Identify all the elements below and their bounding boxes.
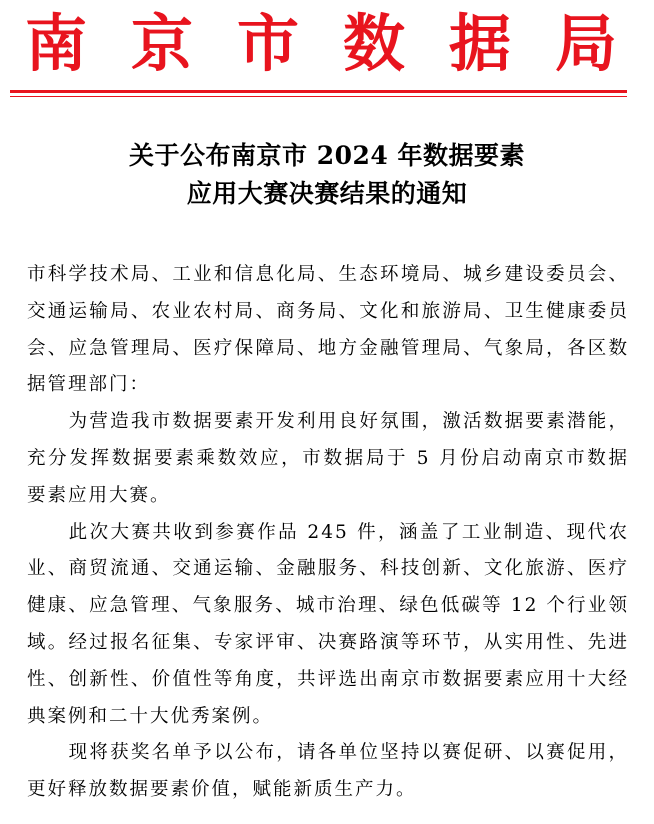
addressee-paragraph: 市科学技术局、工业和信息化局、生态环境局、城乡建设委员会、交通运输局、农业农村局、商务局、文化和旅游局、卫生健康委员会、应急管理局、医疗保障局、地方金融管理局、气象局，各区数据管理部门： [27, 264, 629, 396]
title-line-1: 关于公布南京市 2024 年数据要素 [129, 141, 525, 170]
document-header [0, 0, 654, 100]
org-name-char: 京 [130, 7, 193, 80]
header-divider-thin [10, 96, 627, 97]
body-paragraph: 为营造我市数据要素开发利用良好氛围，激活数据要素潜能，充分发挥数据要素乘数效应，市数据局于 5 月份启动南京市数据要素应用大赛。 [27, 411, 629, 506]
org-name-char: 局 [554, 7, 617, 80]
body-paragraph: 现将获奖名单予以公布，请各单位坚持以赛促研、以赛促用，更好释放数据要素价值，赋能新质生产力。 [27, 742, 629, 801]
org-name-char: 数 [342, 7, 405, 80]
issuing-organization-title [16, 6, 626, 82]
body-paragraph: 此次大赛共收到参赛作品 245 件，涵盖了工业制造、现代农业、商贸流通、交通运输、金融服务、科技创新、文化旅游、医疗健康、应急管理、气象服务、城市治理、绿色低碳等 12 个行业领域。经过报名征集、专家评审、决赛路演等环节，从实用性、先进性、创新性、价值性等角度，共评选出南京市数据要素应用十大经典案例和二十大优秀案例。 [27, 521, 629, 727]
org-name-char: 据 [448, 7, 511, 80]
header-divider-thick [10, 90, 627, 93]
org-name-char: 南 [24, 7, 87, 80]
title-line-2: 应用大赛决赛结果的通知 [186, 179, 468, 208]
document-title [0, 137, 654, 213]
org-name-char: 市 [236, 7, 299, 80]
document-body [27, 257, 629, 809]
